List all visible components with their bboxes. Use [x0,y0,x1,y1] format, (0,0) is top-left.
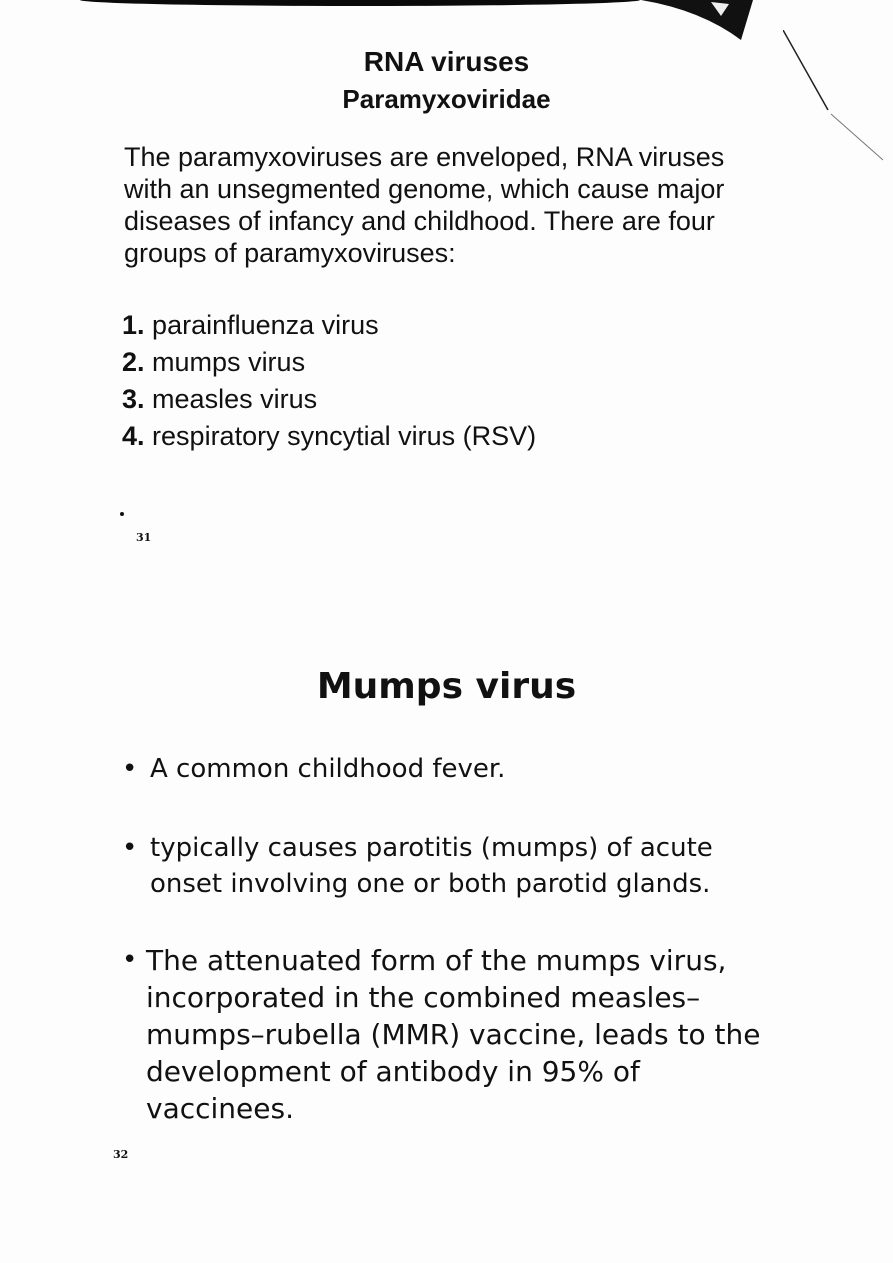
bullet-list [118,750,778,1127]
list-item: 2. mumps virus [122,347,306,377]
list-item: • A common childhood fever. [118,750,778,788]
page-corner-fold [641,0,753,40]
list-item: 1. parainfluenza virus [122,310,379,340]
slide-title: Mumps virus [316,666,577,707]
stray-dot [120,512,124,516]
virus-group-list [122,307,536,455]
intro-paragraph: The paramyxoviruses are enveloped, RNA viruses with an unsegmented genome, which cause major diseases of infancy and childhood. There are four groups of paramyxoviruses: [124,142,725,268]
section-subtitle: Paramyxoviridae [342,84,551,114]
bullet-icon: • [122,833,138,863]
page-number: 32 [113,1148,129,1161]
section-title: RNA viruses [363,46,530,77]
bullet-icon: • [122,945,138,975]
scan-edge-shadow [80,0,640,6]
list-item: 3. measles virus [122,384,318,414]
list-item: • typically causes parotitis (mumps) of acute onset involving one or both parotid glands. [118,830,778,902]
list-item: 4. respiratory syncytial virus (RSV) [122,421,537,451]
list-item: • The attenuated form of the mumps virus, incorporated in the combined measles–mumps–rubella (MMR) vaccine, leads to the development of antibody in 95% of vaccinees. [122,944,761,1125]
bullet-icon: • [122,754,138,784]
page-number: 31 [136,531,152,544]
